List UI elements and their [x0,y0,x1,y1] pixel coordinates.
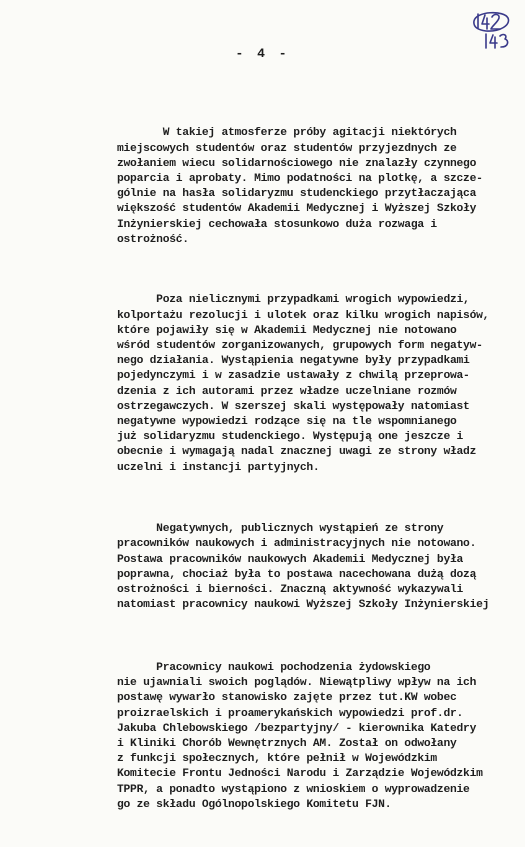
document-body [117,96,517,847]
text-line: W takiej atmosferze próby agitacji niektórych [117,127,457,140]
text-line: negatywne wypowiedzi rodzące się na tle wspomnianego [117,416,457,429]
text-line: Jakuba Chlebowskiego /bezpartyjny/ - kierownika Katedry [117,722,477,735]
text-line: miejscowych studentów oraz studentów przyjezdnych ze [117,142,457,155]
paragraph [117,293,517,475]
text-line: kolportażu rezolucji i ulotek oraz kilku wrogich napisów, [117,309,490,322]
text-line: go ze składu Ogólnopolskiego Komitetu FJN. [117,798,392,811]
text-line: ostrożności i bierności. Znaczną aktywność wykazywali [117,584,464,597]
text-line: większość studentów Akademii Medycznej i Wyższej Szkoły [117,203,477,216]
text-line: natomiast pracownicy naukowi Wyższej Szkoły Inżynierskiej [117,599,490,612]
text-line: uczelni i instancji partyjnych. [117,461,320,474]
text-line: postawę wywarło stanowisko zajęte przez tut.KW wobec [117,692,457,705]
text-line: Pracownicy naukowi pochodzenia żydowskiego [117,661,431,674]
text-line: Postawa pracowników naukowych Akademii Medycznej była [117,553,464,566]
page-number: - 4 - [235,46,290,61]
text-line: i Kliniki Chorób Wewnętrznych AM. Został on odwołany [117,737,457,750]
text-line: dzenia z ich autorami przez władze uczelniane rozmów [117,385,457,398]
text-line: ostrzegawczych. W szerszej skali występowały natomiast [117,400,470,413]
text-line: nie ujawniali swoich poglądów. Niewątpliwy wpływ na ich [117,677,477,690]
text-line: obecnie i wymagają nadal znacznej uwagi ze strony władz [117,446,477,459]
text-line: Komitecie Frontu Jedności Narodu i Zarządzie Wojewódzkim [117,768,483,781]
text-line: z funkcji społecznych, które pełnił w Wojewódzkim [117,753,437,766]
text-line: pojedynczymi i w zasadzie ustawały z chwilą przeprowa- [117,370,470,383]
text-line: Poza nielicznymi przypadkami wrogich wypowiedzi, [117,294,470,307]
text-line: TPPR, a ponadto wystąpiono z wnioskiem o wyprowadzenie [117,783,470,796]
paragraph [117,126,517,248]
text-line: już solidaryzmu studenckiego. Występują one jeszcze i [117,431,464,444]
text-line: Inżynierskiej cechowała stosunkowo duża rozwaga i [117,218,437,231]
text-line: które pojawiły się w Akademii Medycznej nie notowano [117,324,457,337]
text-line: ostrożność. [117,233,189,246]
text-line: pracowników naukowych i administracyjnych nie notowano. [117,538,477,551]
text-line: Negatywnych, publicznych wystąpień ze strony [117,523,444,536]
text-line: poparcia i aprobaty. Mimo podatności na plotkę, a szcze- [117,173,483,186]
paragraph [117,661,517,813]
text-line: gólnie na hasła solidaryzmu studenckiego przytłaczająca [117,188,477,201]
paragraph [117,522,517,613]
text-line: proizraelskich i proamerykańskich wypowiedzi prof.dr. [117,707,464,720]
text-line: wśród studentów zorganizowanych, grupowych form negatyw- [117,340,483,353]
text-line: poprawna, chociaż była to postawa nacechowana dużą dozą [117,568,477,581]
text-line: zwołaniem wiecu solidarnościowego nie znalazły czynnego [117,157,477,170]
text-line: nego działania. Wystąpienia negatywne były przypadkami [117,355,470,368]
